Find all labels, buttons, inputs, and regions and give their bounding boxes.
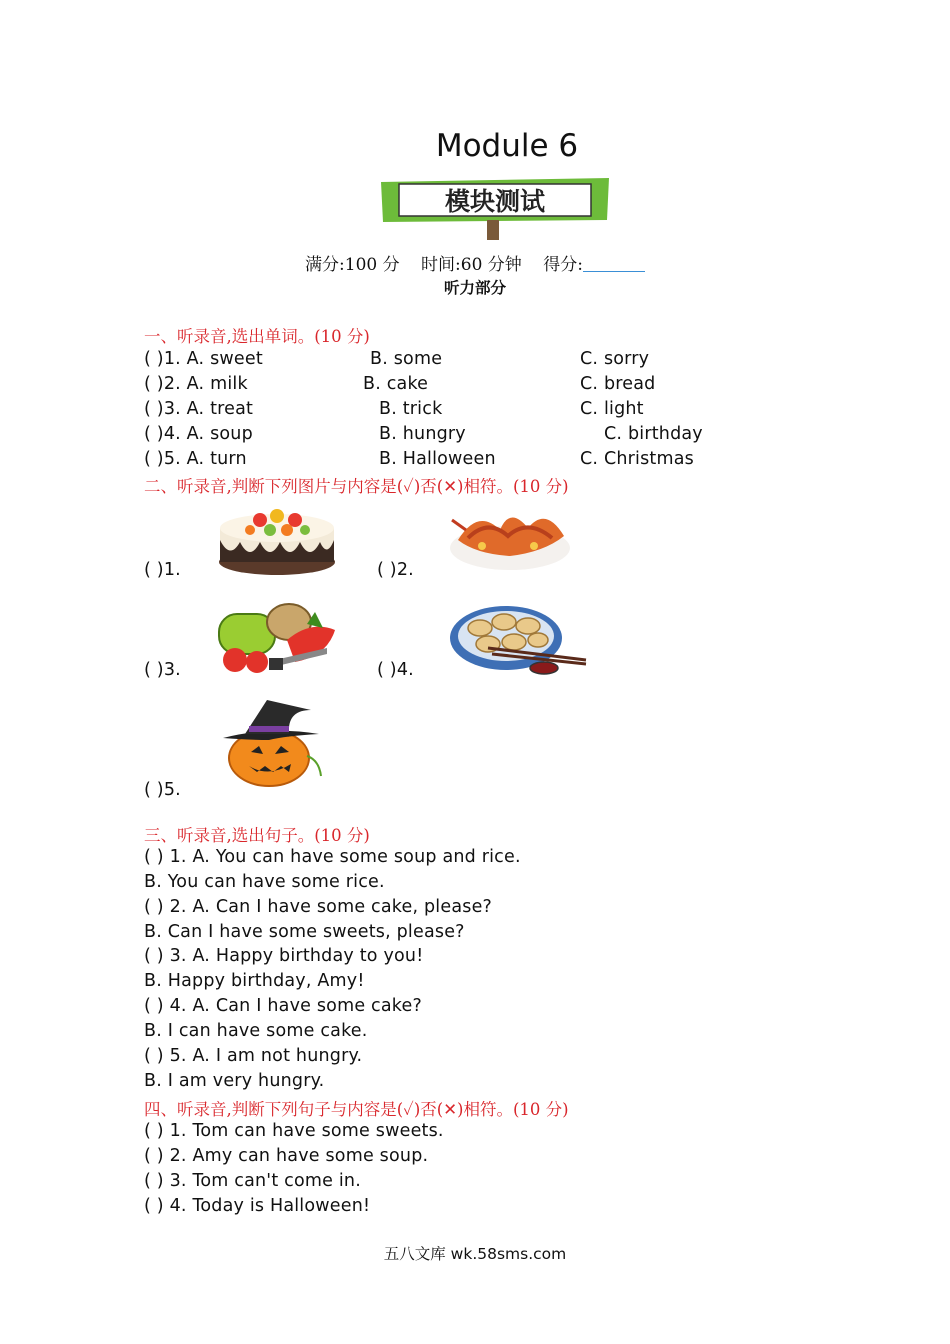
grade-text: 得分: [543, 255, 583, 275]
banner-frame-icon [377, 174, 613, 244]
s3-line-10: B. I am very hungry. [144, 1071, 325, 1091]
birthday-cake-icon [215, 500, 340, 582]
vegetables-icon [215, 600, 339, 680]
s1-item-1-c: C. sorry [580, 349, 650, 369]
grade-blank[interactable] [583, 255, 645, 272]
s1-item-3-b: B. trick [379, 399, 443, 419]
s3-line-4: B. Can I have some sweets, please? [144, 922, 465, 942]
s2-item-4-label: ( )4. [377, 660, 414, 680]
s1-item-4-c: C. birthday [604, 424, 703, 444]
s3-line-8: B. I can have some cake. [144, 1021, 368, 1041]
pumpkin-witch-hat-icon [215, 696, 325, 792]
s1-item-1-a: ( )1. A. sweet [144, 349, 263, 369]
s1-item-4-b: B. hungry [379, 424, 466, 444]
s3-line-7: ( ) 4. A. Can I have some cake? [144, 996, 422, 1016]
module-test-banner [377, 174, 613, 244]
dumplings-icon [448, 598, 590, 684]
s1-item-1-b: B. some [370, 349, 443, 369]
section2-heading: 二、听录音,判断下列图片与内容是(✓)否(✕)相符。(10 分) [144, 477, 569, 496]
s4-line-3: ( ) 3. Tom can't come in. [144, 1171, 361, 1191]
part-label: 听力部分 [443, 279, 506, 297]
s3-line-1: ( ) 1. A. You can have some soup and rice. [144, 847, 521, 867]
score-text: 满分:100 分 [305, 255, 400, 275]
s1-item-5-c: C. Christmas [580, 449, 694, 469]
s2-item-2-label: ( )2. [377, 560, 414, 580]
section3-heading: 三、听录音,选出句子。(10 分) [144, 826, 370, 845]
footer-watermark: 五八文库 wk.58sms.com [383, 1245, 567, 1263]
s1-item-4-a: ( )4. A. soup [144, 424, 253, 444]
s1-item-2-b: B. cake [363, 374, 429, 394]
s1-item-2-c: C. bread [580, 374, 656, 394]
section1-heading: 一、听录音,选出单词。(10 分) [144, 327, 370, 346]
s3-line-6: B. Happy birthday, Amy! [144, 971, 365, 991]
s3-line-9: ( ) 5. A. I am not hungry. [144, 1046, 363, 1066]
s4-line-2: ( ) 2. Amy can have some soup. [144, 1146, 429, 1166]
s4-line-1: ( ) 1. Tom can have some sweets. [144, 1121, 444, 1141]
banner-text: 模块测试 [444, 187, 546, 216]
s2-item-1-label: ( )1. [144, 560, 181, 580]
page-title: Module 6 [435, 128, 579, 164]
s1-item-3-c: C. light [580, 399, 644, 419]
s2-item-5-label: ( )5. [144, 780, 181, 800]
s3-line-3: ( ) 2. A. Can I have some cake, please? [144, 897, 493, 917]
time-text: 时间:60 分钟 [421, 255, 522, 275]
s2-item-3-label: ( )3. [144, 660, 181, 680]
s1-item-2-a: ( )2. A. milk [144, 374, 248, 394]
s1-item-3-a: ( )3. A. treat [144, 399, 254, 419]
s1-item-5-a: ( )5. A. turn [144, 449, 247, 469]
s3-line-2: B. You can have some rice. [144, 872, 385, 892]
score-info [0, 250, 950, 275]
fried-shrimp-icon [448, 500, 572, 576]
section4-heading: 四、听录音,判断下列句子与内容是(✓)否(✕)相符。(10 分) [144, 1100, 569, 1119]
s4-line-4: ( ) 4. Today is Halloween! [144, 1196, 371, 1216]
s1-item-5-b: B. Halloween [379, 449, 496, 469]
s3-line-5: ( ) 3. A. Happy birthday to you! [144, 946, 424, 966]
